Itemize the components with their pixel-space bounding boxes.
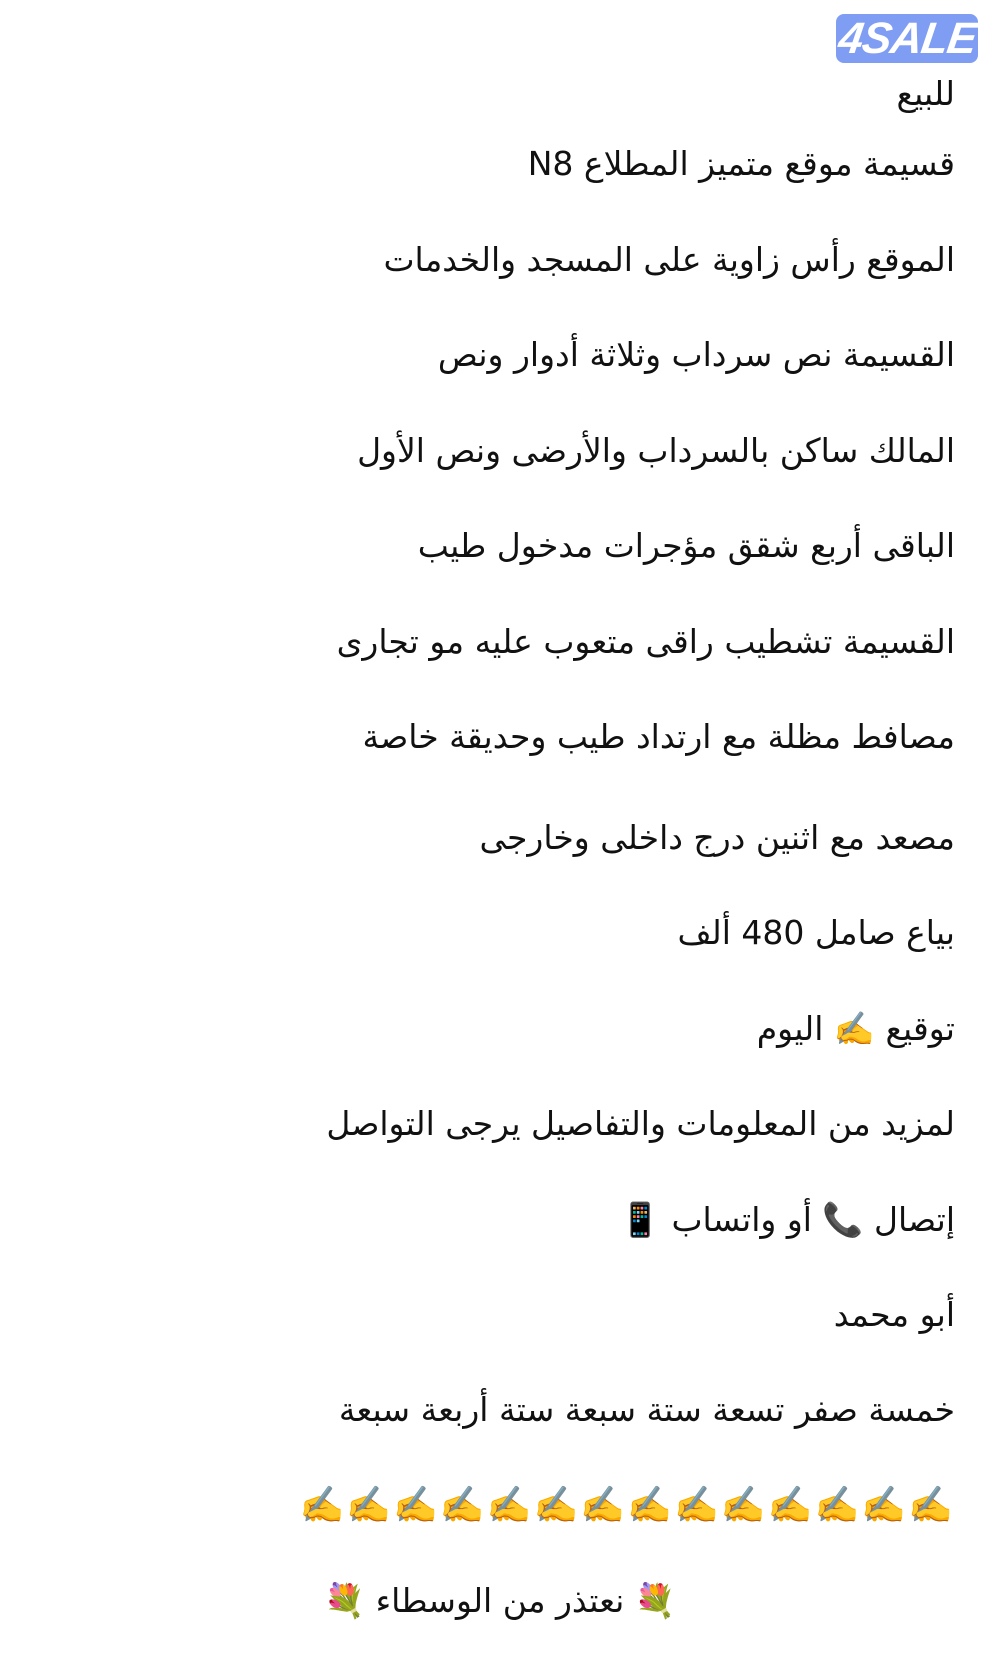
ad-line: مصافط مظلة مع ارتداد طيب وحديقة خاصة (362, 717, 955, 756)
ad-line: قسيمة موقع متميز المطلاع N8 (527, 144, 955, 183)
seller-name: أبو محمد (833, 1295, 955, 1334)
price-line: بياع صامل 480 ألف (677, 913, 955, 952)
ad-line: لمزيد من المعلومات والتفاصيل يرجى التواصل (326, 1104, 955, 1143)
no-brokers-line: 💐 نعتذر من الوسطاء 💐 (324, 1581, 676, 1620)
ad-title: للبيع (896, 74, 955, 113)
logo-text: 4SALE (835, 13, 979, 63)
ad-line: الموقع رأس زاوية على المسجد والخدمات (383, 240, 955, 279)
writing-hand-icon-row: ✍️✍️✍️✍️✍️✍️✍️✍️✍️✍️✍️✍️✍️✍️ (299, 1485, 955, 1526)
ad-line: الباقى أربع شقق مؤجرات مدخول طيب (417, 526, 955, 565)
ad-line: مصعد مع اثنين درج داخلى وخارجى (479, 818, 955, 857)
ad-line: القسيمة نص سرداب وثلاثة أدوار ونص (437, 335, 955, 374)
ad-line: توقيع ✍️ اليوم (756, 1009, 955, 1048)
contact-line: إتصال 📞 أو واتساب 📱 (619, 1200, 955, 1239)
ad-line: القسيمة تشطيب راقى متعوب عليه مو تجارى (336, 622, 955, 661)
4sale-logo (836, 14, 978, 63)
phone-number-words: خمسة صفر تسعة ستة سبعة ستة أربعة سبعة (338, 1390, 955, 1429)
ad-line: المالك ساكن بالسرداب والأرضى ونص الأول (357, 431, 955, 470)
